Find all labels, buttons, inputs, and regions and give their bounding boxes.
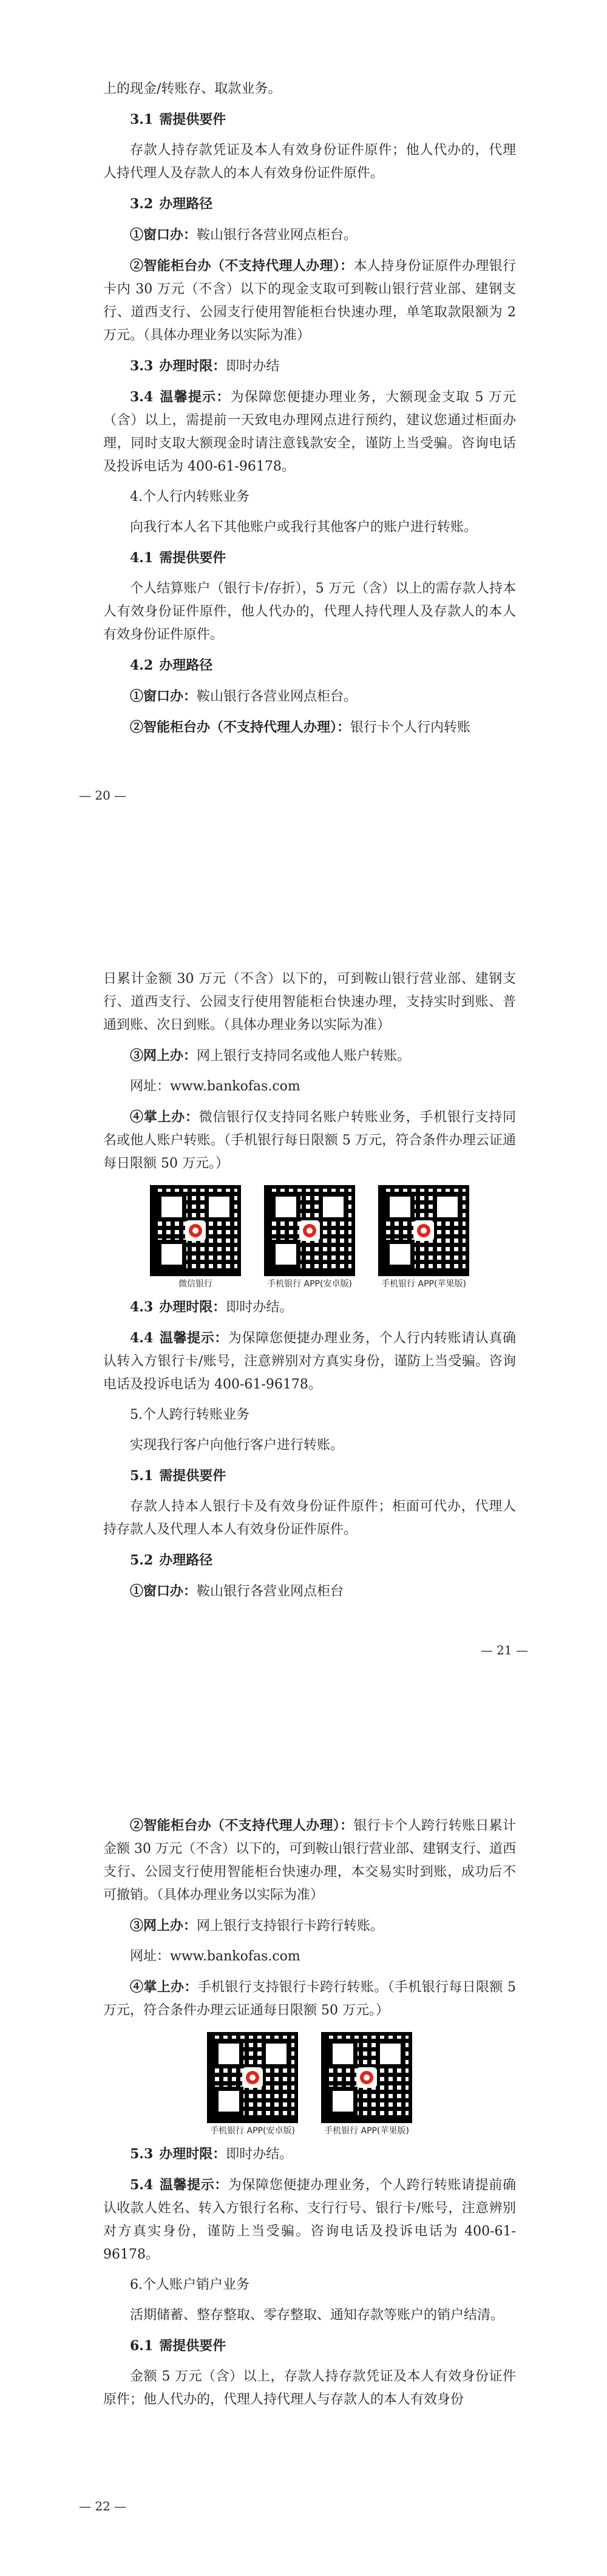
paragraph: ③网上办：网上银行支持银行卡跨行转账。 (130, 1918, 384, 1934)
qr-code-row (103, 2032, 516, 2136)
qr-caption: 手机银行 APP(安卓版) (210, 2126, 295, 2136)
section-heading: 4.3 办理时限：即时办结。 (130, 1299, 293, 1315)
qr-caption: 微信银行 (178, 1279, 212, 1289)
document-page-20 (0, 0, 607, 858)
paragraph: ③网上办：网上银行支持同名或他人账户转账。 (130, 1048, 411, 1064)
page-number: — 22 — (79, 2499, 127, 2513)
paragraph: 上的现金/转账存、取款业务。 (103, 81, 282, 97)
paragraph: 存款人持存款凭证及本人有效身份证件原件；他人代办的，代理人持代理人及存款人的本人有效身份证件原件。 (103, 143, 516, 181)
qr-code-icon (321, 2032, 412, 2123)
page-content (103, 968, 516, 1611)
page-content (103, 1814, 516, 2419)
paragraph: 实现我行客户向他行客户进行转账。 (130, 1438, 344, 1453)
qr-code-android[interactable] (264, 1185, 355, 1290)
paragraph: 向我行本人名下其他账户或我行其他客户的账户进行转账。 (130, 520, 478, 535)
paragraph: ②智能柜台办（不支持代理人办理）：本人持身份证原件办理银行卡内 30 万元（不含）以下的现金支取可到鞍山银行营业部、建钢支行、道西支行、公园支行使用智能柜台快速办理，单笔取款限额为 2 万元。（具体办理业务以实际为准） (103, 258, 516, 343)
paragraph: ④掌上办：手机银行支持银行卡跨行转账。（手机银行每日限额 5 万元，符合条件办理云证通每日限额 50 万元。） (103, 1979, 516, 2018)
paragraph: 日累计金额 30 万元（不含）以下的，可到鞍山银行营业部、建钢支行、道西支行、公园支行使用智能柜台快速办理，支持实时到账、普通到账、次日到账。（具体办理业务以实际为准） (103, 971, 516, 1033)
paragraph: ④掌上办：微信银行仅支持同名账户转账业务，手机银行支持同名或他人账户转账。（手机银行每日限额 5 万元，符合条件办理云证通每日限额 50 万元。） (103, 1109, 516, 1171)
section-heading: 3.2 办理路径 (130, 196, 213, 212)
qr-code-icon (378, 1185, 469, 1276)
paragraph: ①窗口办：鞍山银行各营业网点柜台。 (130, 688, 358, 704)
section-heading: 3.1 需提供要件 (130, 112, 226, 127)
page-number: — 20 — (79, 788, 127, 803)
section-heading: 3.3 办理时限：即时办结 (130, 358, 280, 374)
paragraph: ①窗口办：鞍山银行各营业网点柜台。 (130, 227, 358, 243)
paragraph: 4.4 温馨提示：为保障您便捷办理业务，个人行内转账请认真确认转入方银行卡/账号，注意辨别对方真实身份，谨防上当受骗。咨询电话及投诉电话为 400-61-96178。 (103, 1330, 516, 1392)
section-title: 6.个人账户销户业务 (130, 2277, 249, 2292)
qr-code-icon (150, 1185, 241, 1276)
qr-code-ios[interactable] (378, 1185, 469, 1290)
paragraph: 5.4 温馨提示：为保障您便捷办理业务，个人跨行转账请提前确认收款人姓名、转入方银行名称、支行行号、银行卡/账号，注意辨别对方真实身份，谨防上当受骗。咨询电话及投诉电话为 400-61-96178。 (103, 2177, 516, 2262)
website-url: 网址：www.bankofas.com (130, 1949, 300, 1964)
section-heading: 4.2 办理路径 (130, 658, 213, 673)
qr-code-android[interactable] (207, 2032, 298, 2136)
section-heading: 5.1 需提供要件 (130, 1468, 226, 1484)
qr-code-ios[interactable] (321, 2032, 412, 2136)
qr-code-wechat[interactable] (150, 1185, 241, 1290)
paragraph: ②智能柜台办（不支持代理人办理）：银行卡个人行内转账 (130, 719, 471, 735)
paragraph: ①窗口办：鞍山银行各营业网点柜台 (130, 1583, 344, 1599)
paragraph: 活期储蓄、整存整取、零存整取、通知存款等账户的销户结清。 (130, 2308, 504, 2323)
section-heading: 6.1 需提供要件 (130, 2338, 226, 2354)
paragraph: ②智能柜台办（不支持代理人办理）：银行卡个人跨行转账日累计金额 30 万元（不含）以下的，可到鞍山银行营业部、建钢支行、道西支行、公园支行使用智能柜台快速办理，本交易实时到账，成功后不可撤销。（具体办理业务以实际为准） (103, 1818, 516, 1903)
section-title: 4.个人行内转账业务 (130, 489, 249, 505)
section-heading: 5.3 办理时限：即时办结。 (130, 2146, 293, 2162)
paragraph: 存款人持本人银行卡及有效身份证件原件；柜面可代办，代理人持存款人及代理人本人有效身份证件原件。 (103, 1499, 516, 1537)
qr-caption: 手机银行 APP(安卓版) (267, 1279, 352, 1289)
document-page-21 (0, 858, 607, 1717)
qr-code-row (103, 1185, 516, 1290)
page-content (103, 78, 516, 747)
qr-caption: 手机银行 APP(苹果版) (381, 1279, 466, 1289)
section-title: 5.个人跨行转账业务 (130, 1407, 249, 1422)
page-number: — 21 — (480, 1643, 528, 1657)
qr-code-icon (207, 2032, 298, 2123)
section-heading: 4.1 需提供要件 (130, 550, 226, 566)
website-url: 网址：www.bankofas.com (130, 1079, 300, 1094)
paragraph: 个人结算账户（银行卡/存折），5 万元（含）以上的需存款人持本人有效身份证件原件，他人代办的，代理人持代理人及存款人的本人有效身份证件原件。 (103, 581, 516, 642)
qr-caption: 手机银行 APP(苹果版) (324, 2126, 409, 2136)
section-heading: 5.2 办理路径 (130, 1552, 213, 1568)
qr-code-icon (264, 1185, 355, 1276)
paragraph: 3.4 温馨提示：为保障您便捷办理业务，大额现金支取 5 万元（含）以上，需提前一天致电办理网点进行预约，建议您通过柜面办理，同时支取大额现金时请注意钱款安全，谨防上当受骗。咨询电话及投诉电话为 400-61-96178。 (103, 389, 516, 474)
paragraph: 金额 5 万元（含）以上，存款人持存款凭证及本人有效身份证件原件；他人代办的，代理人持代理人与存款人的本人有效身份 (103, 2369, 516, 2407)
document-page-22 (0, 1717, 607, 2576)
